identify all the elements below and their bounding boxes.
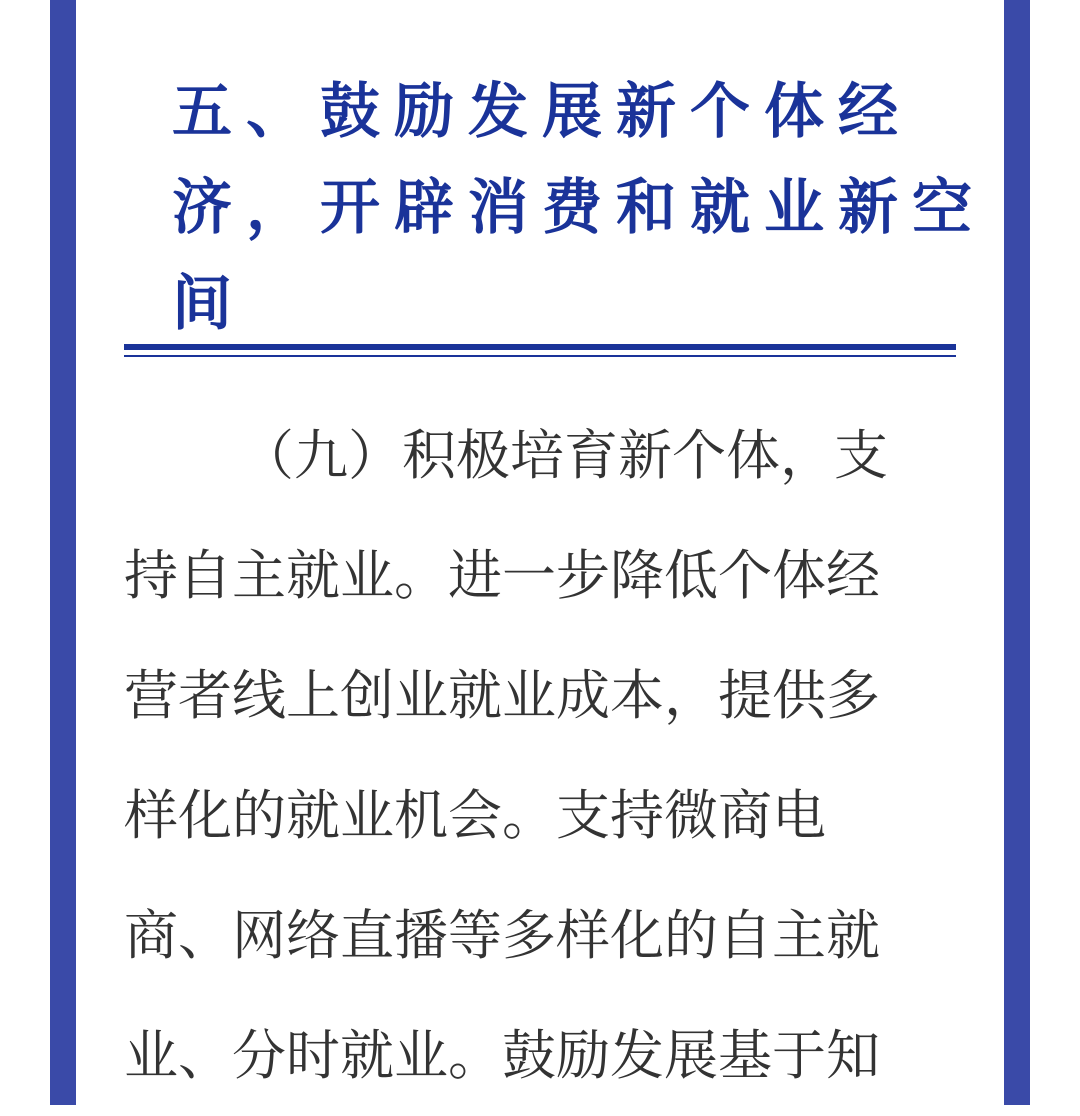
section-title bbox=[172, 64, 986, 352]
left-border-bar bbox=[50, 0, 76, 1105]
section-title-line-2: 济，开辟消费和就业新空 bbox=[172, 173, 986, 243]
title-divider-thick bbox=[124, 344, 956, 350]
section-title-line-1: 五、鼓励发展新个体经 bbox=[172, 77, 912, 147]
article-paragraph bbox=[124, 396, 964, 1116]
article-line-6: 业、分时就业。鼓励发展基于知 bbox=[124, 1024, 880, 1087]
article-line-3: 营者线上创业就业成本，提供多 bbox=[124, 664, 880, 727]
article-line-4: 样化的就业机会。支持微商电 bbox=[124, 784, 826, 847]
title-divider-thin bbox=[124, 355, 956, 357]
article-line-5: 商、网络直播等多样化的自主就 bbox=[124, 904, 880, 967]
article-line-1: （九）积极培育新个体，支 bbox=[240, 424, 888, 487]
article-line-2: 持自主就业。进一步降低个体经 bbox=[124, 544, 880, 607]
right-border-bar bbox=[1004, 0, 1030, 1105]
section-title-line-3: 间 bbox=[172, 269, 246, 339]
